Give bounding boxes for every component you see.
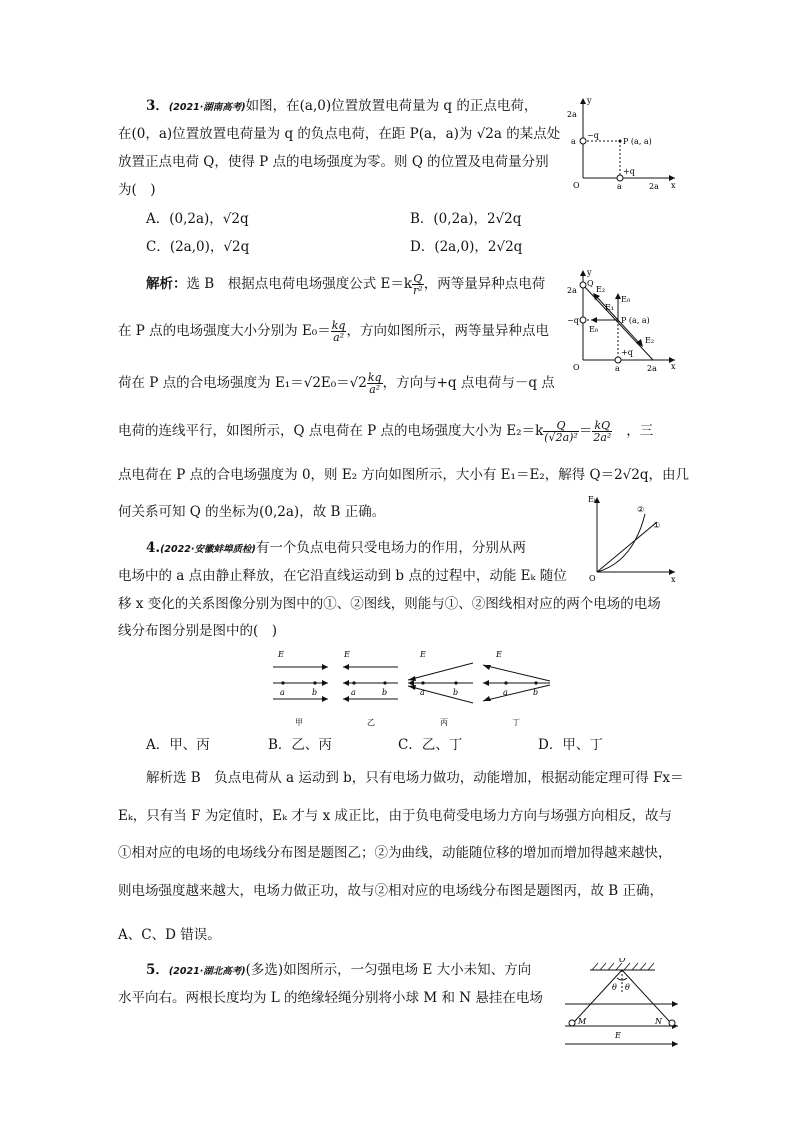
q5-fig-label: θ — [612, 983, 617, 992]
q3-fig-label: y — [587, 96, 592, 105]
q3-line2: 在(0，a)位置放置电荷量为 q 的负点电荷，在距 P(a，a)为 √2a 的某点处 — [118, 126, 561, 142]
q3-line3: 放置正点电荷 Q，使得 P 点的电场强度为零。则 Q 的位置及电荷量分别 — [118, 154, 549, 170]
q5-fig-label: M — [578, 1017, 587, 1026]
q4-line4: 线分布图分别是图中的( ) — [118, 623, 278, 639]
q4-option-a: A．甲、丙 — [146, 737, 210, 753]
q3-fig-label: a — [571, 137, 576, 146]
q3-fig-label: O — [573, 181, 580, 190]
q5-fig-label: E — [615, 1031, 621, 1040]
q3-fig-label: 2a — [649, 182, 659, 191]
q3-option-d: D．(2a,0)，2√2q — [410, 239, 523, 255]
svg-text:丙: 丙 — [440, 718, 448, 727]
a3-fig-label: E₂ — [645, 336, 655, 345]
field-yi — [343, 650, 398, 727]
a3-fig-label: x — [671, 362, 676, 371]
a4-line3: ①相对应的电场的电场线分布图是题图乙；②为曲线，动能随位移的增加而增加得越来越快， — [118, 845, 672, 861]
q4-graph-label: O — [589, 574, 596, 583]
svg-text:丁: 丁 — [512, 718, 520, 727]
q4-field-diagrams — [268, 645, 558, 730]
a3-fig-label: E₁ — [605, 303, 615, 312]
a3-fig-label: y — [587, 268, 592, 277]
q3-fig-label: P (a, a) — [623, 137, 652, 146]
a3-fig-label: E₂ — [596, 285, 606, 294]
svg-text:乙: 乙 — [367, 718, 375, 727]
svg-text:b: b — [533, 688, 539, 697]
a4-line2: Eₖ，只有当 F 为定值时，Eₖ 才与 x 成正比，由于负电荷受电场力方向与场强方向相反，故与 — [118, 808, 672, 824]
field-bing — [408, 650, 473, 727]
svg-text:a: a — [420, 688, 425, 697]
formula-fraction: $\frac{kq}{\text{a²}}$ — [331, 319, 346, 344]
q4-graph-label: ① — [653, 521, 661, 530]
q3-fig-label: x — [671, 181, 676, 190]
formula-fraction: $\frac{kQ}{\text{2a²}}$ — [593, 419, 612, 444]
svg-text:E: E — [496, 650, 502, 659]
q4-graph-label: Eₖ — [588, 495, 597, 504]
q4-line2: 电场中的 a 点由静止释放，在它沿直线运动到 b 点的过程中，动能 Eₖ 随位 — [118, 568, 567, 584]
a3-fig-label: −q — [567, 316, 579, 325]
svg-text:b: b — [312, 688, 318, 697]
q4-line1: 4.(2022·安徽蚌埠质检)有一个负点电荷只受电场力的作用，分别从两 — [146, 540, 526, 556]
q4-option-d: D．甲、丁 — [538, 737, 603, 753]
formula-fraction: $\frac{Q}{\text{r²}}$ — [413, 272, 423, 297]
q5-line2: 水平向右。两根长度均为 L 的绝缘轻绳分别将小球 M 和 N 悬挂在电场 — [118, 990, 543, 1006]
q3-line4: 为( ) — [118, 182, 156, 198]
q4-option-b: B．乙、丙 — [268, 737, 332, 753]
q5-line1: 5．(2021·湖北高考)(多选)如图所示，一匀强电场 E 大小未知、方向 — [146, 962, 532, 978]
q3-fig-label: −q — [587, 131, 599, 140]
a3-fig-label: a — [615, 364, 620, 373]
q3-line1: 3．(2021·湖南高考)如图，在(a,0)位置放置电荷量为 q 的正点电荷， — [146, 98, 538, 114]
field-jia — [273, 650, 328, 727]
svg-text:a: a — [280, 688, 285, 697]
a3-line6: 何关系可知 Q 的坐标为(0,2a)，故 B 正确。 — [118, 504, 386, 520]
q3-coordinate-figure — [565, 93, 680, 193]
svg-text:E: E — [278, 650, 284, 659]
a3-fig-label: E₀ — [621, 295, 631, 304]
q5-pendulum-figure — [560, 958, 685, 1050]
field-ding — [483, 650, 550, 727]
a4-line4: 则电场强度越来越大，电场力做正功，故与②相对应的电场线分布图是题图丙，故 B 正确， — [118, 883, 664, 899]
a3-fig-label: +q — [621, 348, 633, 357]
q3-fig-label: +q — [623, 167, 635, 176]
a3-fig-label: 2a — [567, 286, 577, 295]
a3-fig-label: Q — [587, 279, 594, 288]
svg-text:b: b — [453, 688, 459, 697]
svg-text:E: E — [420, 650, 426, 659]
q4-graph-label: x — [671, 575, 676, 584]
svg-text:a: a — [351, 688, 356, 697]
svg-text:甲: 甲 — [295, 718, 303, 727]
q3-fig-label: 2a — [567, 110, 577, 119]
q5-fig-label: θ — [625, 983, 630, 992]
a3-line4: 电荷的连线平行，如图所示，Q 点电荷在 P 点的电场强度大小为 E₂＝k $\frac{Q}{\text{(√2a)²}}$ ＝ $\frac{kQ}{\text{2a²}}$ ，三 — [118, 419, 654, 444]
formula-fraction: $\frac{kq}{\text{a²}}$ — [367, 371, 382, 396]
q3-option-c: C．(2a,0)，√2q — [146, 239, 250, 255]
q3-fig-label: a — [617, 182, 622, 191]
q3-option-a: A．(0,2a)，√2q — [146, 211, 249, 227]
a3-line2: 在 P 点的电场强度大小分别为 E₀＝ $\frac{kq}{\text{a²}}$ ，方向如图所示，两等量异种点电 — [118, 319, 549, 344]
q4-ek-graph — [585, 492, 680, 584]
q3-option-b: B．(0,2a)，2√2q — [410, 211, 522, 227]
a4-line5: A、C、D 错误。 — [118, 927, 221, 943]
formula-fraction: $\frac{Q}{\text{(√2a)²}}$ — [544, 419, 578, 444]
q5-fig-label: O — [619, 958, 626, 964]
a4-line1: 解析选 B 负点电荷从 a 运动到 b，只有电场力做功，动能增加，根据动能定理可得 Fx＝ — [146, 770, 684, 786]
a3-line5: 点电荷在 P 点的合电场强度为 0，则 E₂ 方向如图所示，大小有 E₁＝E₂，解得 Q＝2√2q，由几 — [118, 467, 690, 483]
a3-fig-label: P (a, a) — [621, 316, 650, 325]
a3-line3: 荷在 P 点的合电场强度为 E₁＝√2E₀＝√2 $\frac{kq}{\text{a²}}$ ，方向与+q 点电荷与－q 点 — [118, 371, 555, 396]
svg-text:a: a — [503, 688, 508, 697]
a3-fig-label: 2a — [647, 364, 657, 373]
q4-option-c: C．乙、丁 — [398, 737, 463, 753]
a3-line1: 解析：选 B 根据点电荷电场强度公式 E＝k $\frac{Q}{\text{r²}}$ ，两等量异种点电荷 — [146, 272, 546, 297]
svg-text:E: E — [344, 650, 350, 659]
q4-line3: 移 x 变化的关系图像分别为图中的①、②图线，则能与①、②图线相对应的两个电场的电场 — [118, 596, 661, 612]
a3-field-figure — [565, 265, 680, 373]
a3-fig-label: E₀ — [589, 325, 599, 334]
q4-graph-label: ② — [637, 505, 645, 514]
q5-fig-label: N — [655, 1017, 662, 1026]
svg-text:b: b — [382, 688, 388, 697]
a3-fig-label: O — [573, 363, 580, 372]
